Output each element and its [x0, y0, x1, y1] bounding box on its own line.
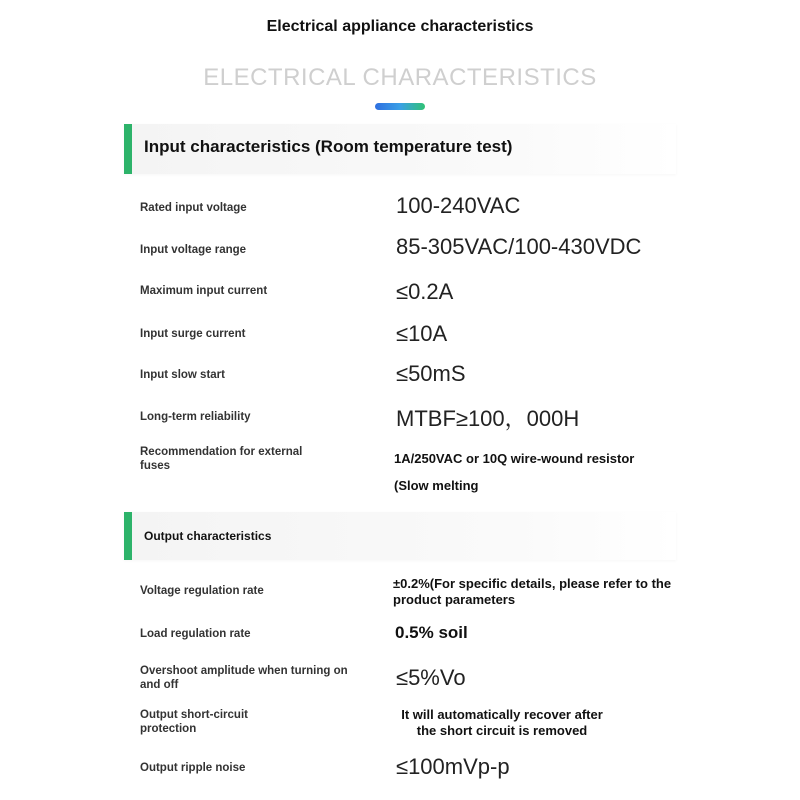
spec-label-rated-input-voltage: Rated input voltage: [140, 202, 247, 214]
spec-label-voltage-regulation-rate: Voltage regulation rate: [140, 585, 264, 597]
spec-label-external-fuses: Recommendation for external fuses: [140, 446, 303, 472]
page-title: Electrical appliance characteristics: [266, 18, 534, 35]
spec-label-input-surge-current: Input surge current: [140, 328, 246, 340]
spec-value-maximum-input-current: ≤0.2A: [396, 279, 454, 304]
input-section-header: [124, 124, 676, 174]
spec-value-short-circuit-protection: It will automatically recover after the short circuit is removed: [401, 707, 603, 738]
spec-label-short-circuit-protection: Output short-circuit protection: [140, 709, 248, 735]
spec-value-input-slow-start: ≤50mS: [396, 361, 466, 386]
section-stripe: [124, 512, 132, 560]
section-stripe: [124, 124, 132, 174]
output-section-header: [124, 512, 676, 560]
spec-value-long-term-reliability: MTBF≥100，000H: [396, 406, 580, 431]
spec-value-rated-input-voltage: 100-240VAC: [396, 193, 521, 218]
spec-label-input-slow-start: Input slow start: [140, 369, 225, 381]
spec-value-external-fuses-note: (Slow melting: [394, 478, 479, 493]
accent-divider: [375, 103, 425, 110]
input-section-title: Input characteristics (Room temperature test): [144, 137, 513, 156]
spec-value-voltage-regulation-rate: ±0.2%(For specific details, please refer to the product parameters: [393, 576, 672, 607]
section-banner-heading: ELECTRICAL CHARACTERISTICS: [203, 64, 597, 91]
spec-value-overshoot-amplitude: ≤5%Vo: [396, 665, 466, 690]
spec-label-output-ripple-noise: Output ripple noise: [140, 762, 246, 774]
spec-value-output-ripple-noise: ≤100mVp-p: [396, 754, 510, 779]
spec-label-load-regulation-rate: Load regulation rate: [140, 628, 251, 640]
spec-value-external-fuses: 1A/250VAC or 10Q wire-wound resistor: [394, 451, 635, 466]
spec-label-long-term-reliability: Long-term reliability: [140, 411, 251, 423]
output-section-title: Output characteristics: [144, 529, 272, 543]
spec-label-overshoot-amplitude: Overshoot amplitude when turning on and off: [140, 665, 348, 691]
spec-label-input-voltage-range: Input voltage range: [140, 244, 247, 256]
spec-value-input-surge-current: ≤10A: [396, 321, 448, 346]
spec-label-maximum-input-current: Maximum input current: [140, 285, 268, 297]
spec-value-load-regulation-rate: 0.5% soil: [395, 623, 468, 642]
spec-value-input-voltage-range: 85-305VAC/100-430VDC: [396, 234, 642, 259]
